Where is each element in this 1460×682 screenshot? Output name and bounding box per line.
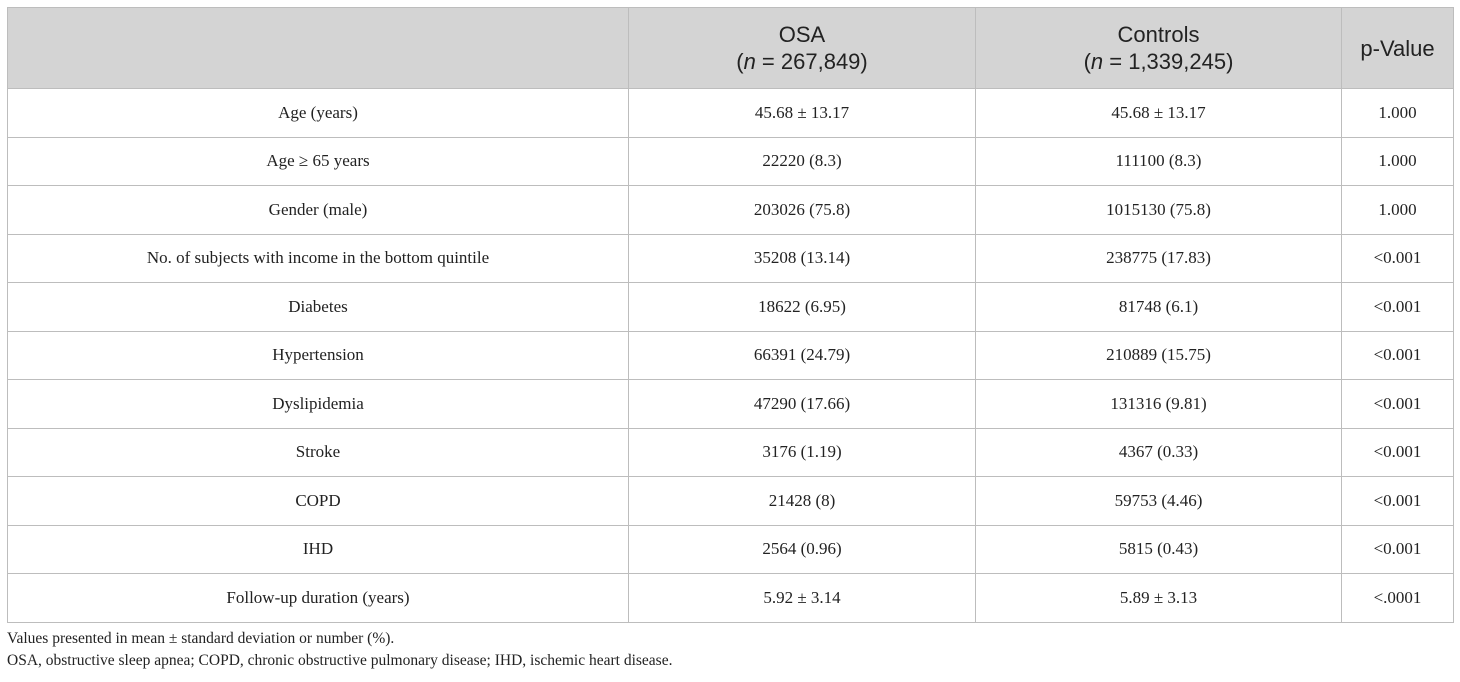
cell-controls: 45.68 ± 13.17	[976, 89, 1342, 138]
row-label: Follow-up duration (years)	[8, 574, 629, 623]
header-controls-count: (n = 1,339,245)	[1083, 49, 1234, 74]
table-row	[8, 283, 1454, 332]
cell-p-value: <0.001	[1342, 380, 1454, 429]
row-label: Age (years)	[8, 89, 629, 138]
table-row	[8, 574, 1454, 623]
table-row	[8, 89, 1454, 138]
cell-p-value: <0.001	[1342, 428, 1454, 477]
row-label: Diabetes	[8, 283, 629, 332]
header-osa-count: (n = 267,849)	[736, 49, 868, 74]
table-row	[8, 234, 1454, 283]
table-row	[8, 525, 1454, 574]
table-row	[8, 331, 1454, 380]
header-variable	[8, 8, 629, 89]
cell-p-value: <0.001	[1342, 331, 1454, 380]
header-p-value: p-Value	[1342, 8, 1454, 89]
header-controls-n-value: = 1,339,245)	[1103, 49, 1234, 74]
row-label: Age ≥ 65 years	[8, 137, 629, 186]
row-label: Hypertension	[8, 331, 629, 380]
header-osa-n-value: = 267,849)	[755, 49, 868, 74]
cell-controls: 5.89 ± 3.13	[976, 574, 1342, 623]
row-label: IHD	[8, 525, 629, 574]
header-osa-n-symbol: n	[743, 49, 756, 74]
cell-p-value: <0.001	[1342, 283, 1454, 332]
table-row	[8, 428, 1454, 477]
header-osa	[629, 8, 976, 89]
cell-controls: 131316 (9.81)	[976, 380, 1342, 429]
cell-p-value: <0.001	[1342, 525, 1454, 574]
table-header	[8, 8, 1454, 89]
cell-osa: 3176 (1.19)	[629, 428, 976, 477]
table-row	[8, 380, 1454, 429]
table-footnotes	[7, 628, 672, 672]
header-row	[8, 8, 1454, 89]
cell-osa: 22220 (8.3)	[629, 137, 976, 186]
row-label: Stroke	[8, 428, 629, 477]
cell-p-value: 1.000	[1342, 89, 1454, 138]
cell-controls: 81748 (6.1)	[976, 283, 1342, 332]
row-label: COPD	[8, 477, 629, 526]
cell-controls: 5815 (0.43)	[976, 525, 1342, 574]
header-controls	[976, 8, 1342, 89]
characteristics-table	[7, 7, 1454, 623]
cell-p-value: <0.001	[1342, 234, 1454, 283]
cell-p-value: <0.001	[1342, 477, 1454, 526]
cell-osa: 45.68 ± 13.17	[629, 89, 976, 138]
cell-osa: 47290 (17.66)	[629, 380, 976, 429]
cell-controls: 210889 (15.75)	[976, 331, 1342, 380]
header-controls-title: Controls	[1117, 22, 1200, 47]
row-label: Gender (male)	[8, 186, 629, 235]
cell-p-value: 1.000	[1342, 137, 1454, 186]
table-row	[8, 186, 1454, 235]
cell-controls: 4367 (0.33)	[976, 428, 1342, 477]
table-row	[8, 477, 1454, 526]
cell-controls: 1015130 (75.8)	[976, 186, 1342, 235]
row-label: Dyslipidemia	[8, 380, 629, 429]
characteristics-table-container	[7, 7, 1453, 623]
table-row	[8, 137, 1454, 186]
header-controls-n-symbol: n	[1090, 49, 1104, 74]
cell-osa: 66391 (24.79)	[629, 331, 976, 380]
cell-osa: 21428 (8)	[629, 477, 976, 526]
cell-osa: 5.92 ± 3.14	[629, 574, 976, 623]
footnote-abbreviations: OSA, obstructive sleep apnea; COPD, chronic obstructive pulmonary disease; IHD, ischemic heart disease.	[7, 652, 673, 669]
header-osa-title: OSA	[778, 22, 826, 47]
cell-controls: 59753 (4.46)	[976, 477, 1342, 526]
cell-osa: 35208 (13.14)	[629, 234, 976, 283]
footnote-values: Values presented in mean ± standard deviation or number (%).	[7, 630, 395, 647]
cell-osa: 18622 (6.95)	[629, 283, 976, 332]
cell-osa: 203026 (75.8)	[629, 186, 976, 235]
table-body	[8, 89, 1454, 623]
cell-p-value: <.0001	[1342, 574, 1454, 623]
cell-p-value: 1.000	[1342, 186, 1454, 235]
cell-osa: 2564 (0.96)	[629, 525, 976, 574]
cell-controls: 111100 (8.3)	[976, 137, 1342, 186]
cell-controls: 238775 (17.83)	[976, 234, 1342, 283]
row-label: No. of subjects with income in the bottom quintile	[8, 234, 629, 283]
